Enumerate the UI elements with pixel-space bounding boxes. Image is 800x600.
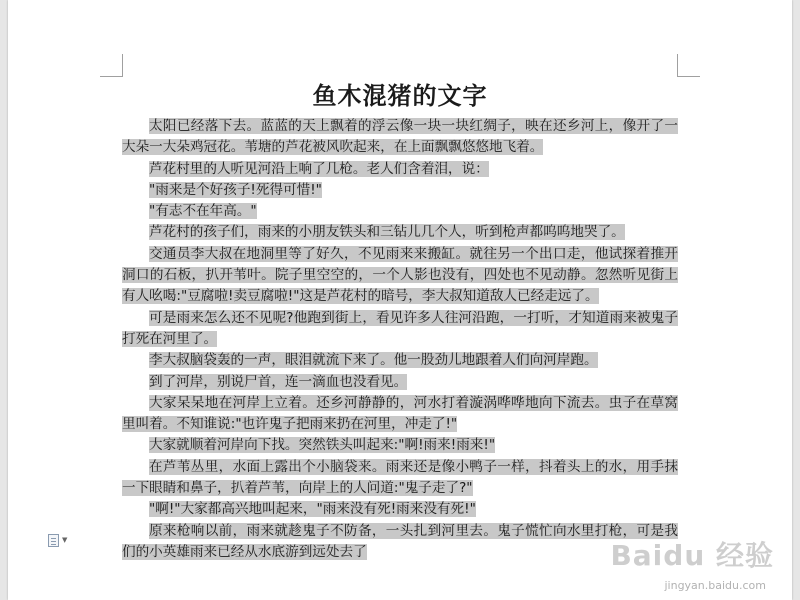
baidu-watermark: Baidu 经验 bbox=[610, 539, 774, 572]
top-left-margin-mark bbox=[100, 54, 123, 77]
paste-options-button[interactable] bbox=[48, 534, 67, 547]
paragraph-10[interactable]: 大家呆呆地在河岸上立着。还乡河静静的，河水打着漩涡哗哗地向下流去。虫子在草窝里叫着。不知谁说:"也许鬼子把雨来扔在河里，冲走了!" bbox=[122, 394, 678, 433]
document-title[interactable]: 鱼木混猪的文字 bbox=[312, 81, 488, 110]
baidu-watermark-url: jingyan.baidu.com bbox=[664, 579, 766, 592]
paragraph-9[interactable]: 到了河岸，别说尸首，连一滴血也没看见。 bbox=[149, 373, 408, 390]
paragraph-13[interactable]: "啊!"大家都高兴地叫起来，"雨来没有死!雨来没有死!" bbox=[149, 501, 476, 518]
paragraph-7[interactable]: 可是雨来怎么还不见呢?他跑到街上，看见许多人往河沿跑，一打听，才知道雨来被鬼子打死在河里了。 bbox=[122, 309, 678, 347]
paragraph-11[interactable]: 大家就顺着河岸向下找。突然铁头叫起来:"啊!雨来!雨来!" bbox=[149, 437, 496, 454]
paste-options-icon bbox=[48, 534, 59, 547]
paragraph-1[interactable]: 太阳已经落下去。蓝蓝的天上飘着的浮云像一块一块红绸子，映在还乡河上，像开了一大朵一大朵鸡冠花。苇塘的芦花被风吹起来，在上面飘飘悠悠地飞着。 bbox=[122, 118, 678, 156]
paragraph-5[interactable]: 芦花村的孩子们，雨来的小朋友铁头和三钻儿几个人，听到枪声都呜呜地哭了。 bbox=[149, 224, 625, 241]
paragraph-12[interactable]: 在芦苇丛里，水面上露出个小脑袋来。雨来还是像小鸭子一样，抖着头上的水，用手抹一下眼睛和鼻子，扒着芦苇，向岸上的人问道:"鬼子走了?" bbox=[122, 458, 678, 497]
paragraph-3[interactable]: "雨来是个好孩子!死得可惜!" bbox=[149, 181, 322, 198]
paragraph-2[interactable]: 芦花村里的人听见河沿上响了几枪。老人们含着泪，说： bbox=[149, 160, 489, 177]
paragraph-14[interactable]: 原来枪响以前，雨来就趁鬼子不防备，一头扎到河里去。鬼子慌忙向水里打枪，可是我们的小英雄雨来已经从水底游到远处去了 bbox=[122, 522, 678, 560]
document-body[interactable] bbox=[122, 116, 678, 563]
chevron-down-icon: ▼ bbox=[62, 536, 68, 544]
paragraph-8[interactable]: 李大叔脑袋轰的一声，眼泪就流下来了。他一股劲儿地跟着人们向河岸跑。 bbox=[149, 352, 598, 369]
paragraph-4[interactable]: "有志不在年高。" bbox=[149, 203, 257, 220]
document-page[interactable] bbox=[8, 0, 792, 600]
paragraph-6[interactable]: 交通员李大叔在地洞里等了好久，不见雨来来搬缸。就往另一个出口走，他试探着推开洞口的石板，扒开苇叶。院子里空空的，一个人影也没有，四处也不见动静。忽然听见街上有人吆喝:"豆腐啦!卖豆腐啦!"这是芦花村的暗号，李大叔知道敌人已经走远了。 bbox=[122, 245, 678, 305]
top-right-margin-mark bbox=[677, 54, 700, 77]
